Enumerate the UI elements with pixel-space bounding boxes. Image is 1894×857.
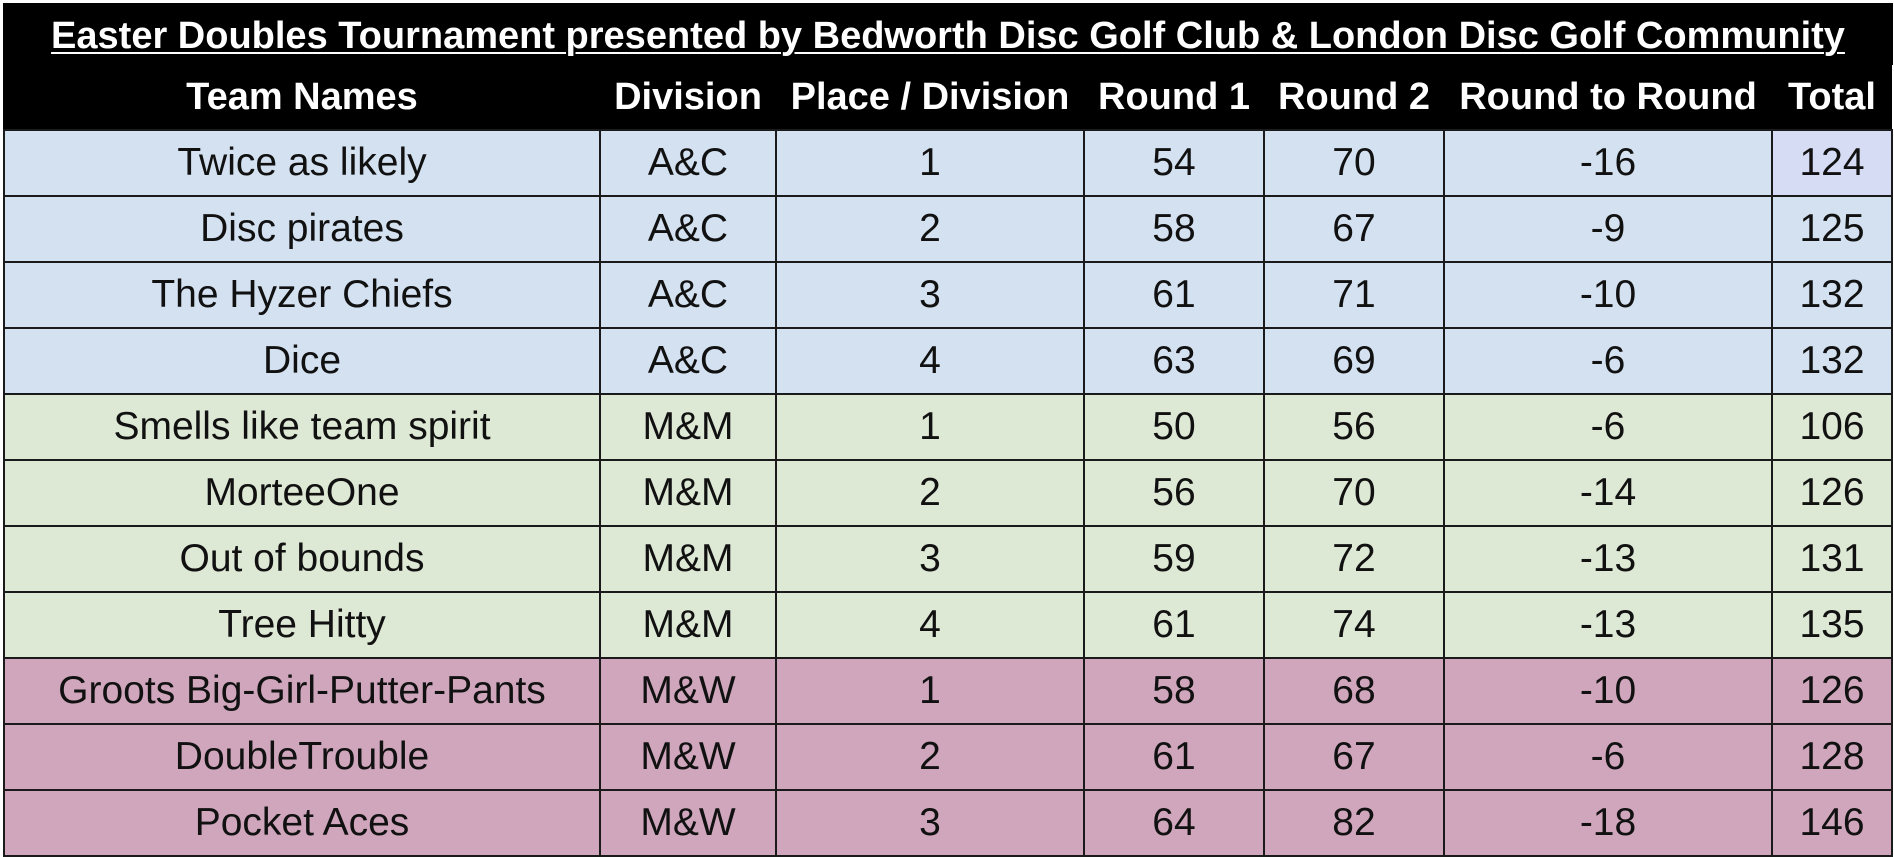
- place-cell: 3: [776, 790, 1084, 856]
- division-cell: A&C: [600, 262, 776, 328]
- division-cell: M&W: [600, 724, 776, 790]
- header-round-2: Round 2: [1264, 65, 1444, 130]
- round-2-cell: 72: [1264, 526, 1444, 592]
- header-total: Total: [1772, 65, 1892, 130]
- round-1-cell: 54: [1084, 130, 1264, 196]
- division-cell: M&W: [600, 658, 776, 724]
- place-cell: 3: [776, 526, 1084, 592]
- total-cell: 131: [1772, 526, 1892, 592]
- table-row: [4, 526, 1892, 592]
- table-row: [4, 196, 1892, 262]
- round-1-cell: 61: [1084, 592, 1264, 658]
- team-name-cell: Twice as likely: [4, 130, 600, 196]
- place-cell: 1: [776, 658, 1084, 724]
- team-name-cell: MorteeOne: [4, 460, 600, 526]
- round-2-cell: 56: [1264, 394, 1444, 460]
- round-to-round-cell: -9: [1444, 196, 1772, 262]
- place-cell: 4: [776, 592, 1084, 658]
- round-2-cell: 67: [1264, 724, 1444, 790]
- team-name-cell: The Hyzer Chiefs: [4, 262, 600, 328]
- division-cell: M&M: [600, 394, 776, 460]
- division-cell: M&W: [600, 790, 776, 856]
- results-table: [3, 3, 1893, 857]
- round-to-round-cell: -10: [1444, 658, 1772, 724]
- total-cell: 126: [1772, 658, 1892, 724]
- header-row: [4, 65, 1892, 130]
- header-place-division: Place / Division: [776, 65, 1084, 130]
- round-to-round-cell: -13: [1444, 592, 1772, 658]
- division-cell: A&C: [600, 196, 776, 262]
- division-cell: A&C: [600, 328, 776, 394]
- header-round-1: Round 1: [1084, 65, 1264, 130]
- team-name-cell: Dice: [4, 328, 600, 394]
- round-to-round-cell: -18: [1444, 790, 1772, 856]
- total-cell: 132: [1772, 262, 1892, 328]
- header-division: Division: [600, 65, 776, 130]
- place-cell: 2: [776, 196, 1084, 262]
- place-cell: 2: [776, 724, 1084, 790]
- round-2-cell: 69: [1264, 328, 1444, 394]
- round-1-cell: 61: [1084, 724, 1264, 790]
- total-cell: 135: [1772, 592, 1892, 658]
- round-1-cell: 64: [1084, 790, 1264, 856]
- round-2-cell: 70: [1264, 130, 1444, 196]
- round-1-cell: 59: [1084, 526, 1264, 592]
- place-cell: 1: [776, 130, 1084, 196]
- round-1-cell: 58: [1084, 658, 1264, 724]
- total-cell: 128: [1772, 724, 1892, 790]
- place-cell: 4: [776, 328, 1084, 394]
- total-cell: 125: [1772, 196, 1892, 262]
- table-row: [4, 658, 1892, 724]
- total-cell: 106: [1772, 394, 1892, 460]
- team-name-cell: Disc pirates: [4, 196, 600, 262]
- team-name-cell: Smells like team spirit: [4, 394, 600, 460]
- total-cell: 132: [1772, 328, 1892, 394]
- total-cell: 126: [1772, 460, 1892, 526]
- round-2-cell: 70: [1264, 460, 1444, 526]
- team-name-cell: DoubleTrouble: [4, 724, 600, 790]
- tournament-title: Easter Doubles Tournament presented by Bedworth Disc Golf Club & London Disc Golf Community: [3, 3, 1893, 65]
- table-row: [4, 724, 1892, 790]
- header-team-names: Team Names: [4, 65, 600, 130]
- round-2-cell: 68: [1264, 658, 1444, 724]
- place-cell: 2: [776, 460, 1084, 526]
- round-1-cell: 61: [1084, 262, 1264, 328]
- round-to-round-cell: -13: [1444, 526, 1772, 592]
- table-row: [4, 262, 1892, 328]
- division-cell: M&M: [600, 460, 776, 526]
- round-1-cell: 58: [1084, 196, 1264, 262]
- round-to-round-cell: -6: [1444, 328, 1772, 394]
- division-cell: M&M: [600, 526, 776, 592]
- team-name-cell: Tree Hitty: [4, 592, 600, 658]
- round-to-round-cell: -6: [1444, 724, 1772, 790]
- total-cell: 146: [1772, 790, 1892, 856]
- round-1-cell: 50: [1084, 394, 1264, 460]
- table-row: [4, 592, 1892, 658]
- table-row: [4, 460, 1892, 526]
- place-cell: 1: [776, 394, 1084, 460]
- table-row: [4, 328, 1892, 394]
- round-1-cell: 56: [1084, 460, 1264, 526]
- round-to-round-cell: -16: [1444, 130, 1772, 196]
- team-name-cell: Pocket Aces: [4, 790, 600, 856]
- header-round-to-round: Round to Round: [1444, 65, 1772, 130]
- round-2-cell: 74: [1264, 592, 1444, 658]
- total-cell: 124: [1772, 130, 1892, 196]
- round-1-cell: 63: [1084, 328, 1264, 394]
- division-cell: M&M: [600, 592, 776, 658]
- round-2-cell: 82: [1264, 790, 1444, 856]
- table-row: [4, 130, 1892, 196]
- round-to-round-cell: -10: [1444, 262, 1772, 328]
- division-cell: A&C: [600, 130, 776, 196]
- round-2-cell: 71: [1264, 262, 1444, 328]
- round-to-round-cell: -14: [1444, 460, 1772, 526]
- team-name-cell: Out of bounds: [4, 526, 600, 592]
- results-sheet: [3, 3, 1891, 853]
- place-cell: 3: [776, 262, 1084, 328]
- round-2-cell: 67: [1264, 196, 1444, 262]
- table-row: [4, 394, 1892, 460]
- round-to-round-cell: -6: [1444, 394, 1772, 460]
- team-name-cell: Groots Big-Girl-Putter-Pants: [4, 658, 600, 724]
- table-row: [4, 790, 1892, 856]
